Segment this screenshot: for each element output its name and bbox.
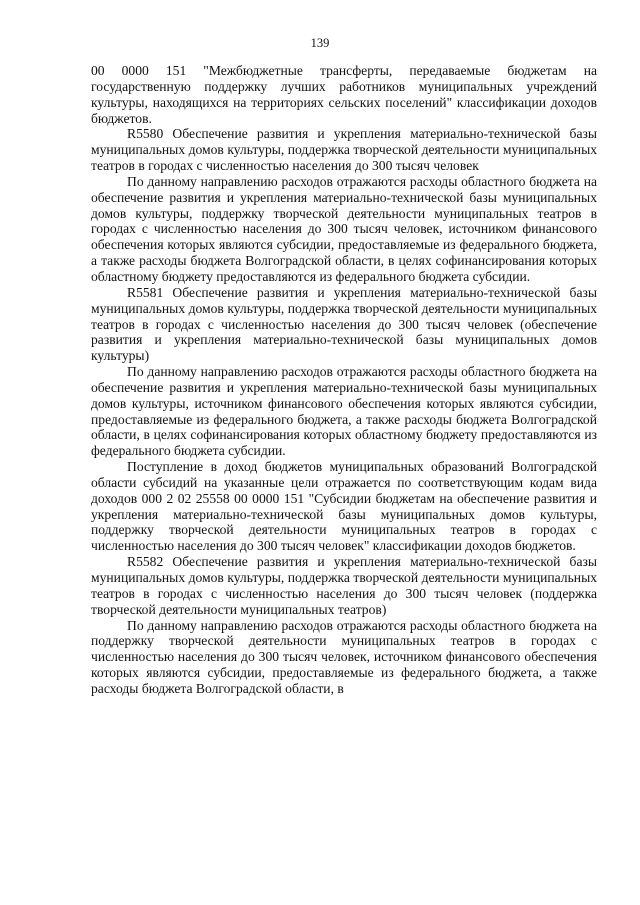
paragraph-r5582-description: По данному направлению расходов отражаются расходы областного бюджета на поддержку творческой деятельности муниципальных театров в городах с численностью населения до 300 тысяч человек, источником финансового обеспечения которых являются субсидии, предоставляемые из федерального бюджета, а также расходы бюджета Волгоградской области, в <box>91 617 597 696</box>
paragraph-continuation: 00 0000 151 "Межбюджетные трансферты, передаваемые бюджетам на государственную поддержку лучших работников муниципальных учреждений культуры, находящихся на территориях сельских поселений" классификации доходов бюджетов. <box>91 63 597 126</box>
paragraph-r5580-heading: R5580 Обеспечение развития и укрепления материально-технической базы муниципальных домов культуры, поддержка творческой деятельности муниципальных театров в городах с численностью населения до 300 тысяч человек <box>91 126 597 174</box>
paragraph-r5581-heading: R5581 Обеспечение развития и укрепления материально-технической базы муниципальных домов культуры, поддержка творческой деятельности муниципальных театров в городах с численностью населения до 300 тысяч человек (обеспечение развития и укрепления материально-технической базы муниципальных домов культуры) <box>91 284 597 364</box>
paragraph-r5581-description: По данному направлению расходов отражаются расходы областного бюджета на обеспечение развития и укрепления материально-технической базы муниципальных домов культуры, источником финансового обеспечения которых являются субсидии, предоставляемые из федерального бюджета, а также расходы бюджета Волгоградской области, в целях софинансирования которых областному бюджету предоставляются из федерального бюджета субсидии. <box>91 364 597 459</box>
paragraph-revenue-receipt: Поступление в доход бюджетов муниципальных образований Волгоградской области субсидий на указанные цели отражается по соответствующим кодам вида доходов 000 2 02 25558 00 0000 151 "Субсидии бюджетам на обеспечение развития и укрепления материально-технической базы муниципальных домов культуры, поддержку творческой деятельности муниципальных театров в городах с численностью населения до 300 тысяч человек" классификации доходов бюджетов. <box>91 459 597 554</box>
page-number: 139 <box>310 36 330 50</box>
paragraph-r5580-description: По данному направлению расходов отражаются расходы областного бюджета на обеспечение развития и укрепления материально-технической базы муниципальных домов культуры, поддержку творческой деятельности муниципальных театров в городах с численностью населения до 300 тысяч человек, источником финансового обеспечения которых являются субсидии, предоставляемые из федерального бюджета, а также расходы бюджета Волгоградской области, в целях софинансирования которых областному бюджету предоставляются из федерального бюджета субсидии. <box>91 173 597 284</box>
paragraph-r5582-heading: R5582 Обеспечение развития и укрепления материально-технической базы муниципальных домов культуры, поддержка творческой деятельности муниципальных театров в городах с численностью населения до 300 тысяч человек (поддержка творческой деятельности муниципальных театров) <box>91 554 597 617</box>
document-body <box>91 63 597 697</box>
